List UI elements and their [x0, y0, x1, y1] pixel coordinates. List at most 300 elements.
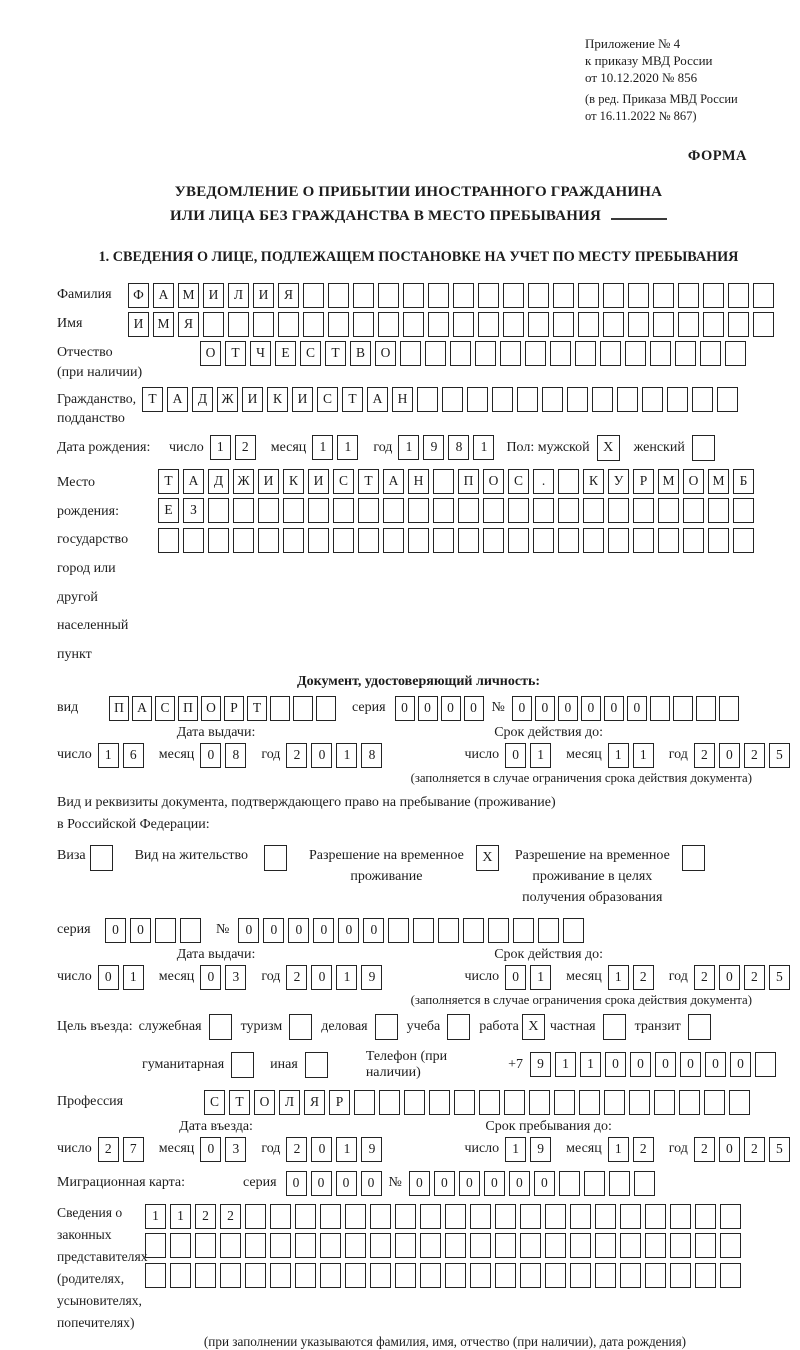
- char-cell[interactable]: [600, 341, 621, 366]
- char-cell[interactable]: [729, 1090, 750, 1115]
- char-cell[interactable]: [520, 1204, 541, 1229]
- char-cell[interactable]: [695, 1204, 716, 1229]
- char-cell[interactable]: [528, 283, 549, 308]
- char-cell[interactable]: 5: [769, 965, 790, 990]
- char-cell[interactable]: [629, 1090, 650, 1115]
- char-cell[interactable]: 0: [604, 696, 624, 721]
- char-cell[interactable]: [454, 1090, 475, 1115]
- char-cell[interactable]: [408, 498, 429, 523]
- char-cell[interactable]: 9: [530, 1137, 551, 1162]
- char-cell[interactable]: [320, 1263, 341, 1288]
- char-cell[interactable]: 0: [719, 1137, 740, 1162]
- char-cell[interactable]: [245, 1233, 266, 1258]
- char-cell[interactable]: М: [658, 469, 679, 494]
- char-cell[interactable]: О: [483, 469, 504, 494]
- char-cell[interactable]: [579, 1090, 600, 1115]
- char-cell[interactable]: 0: [655, 1052, 676, 1077]
- char-cell[interactable]: [145, 1233, 166, 1258]
- char-cell[interactable]: [673, 696, 693, 721]
- char-cell[interactable]: [208, 498, 229, 523]
- char-cell[interactable]: Т: [158, 469, 179, 494]
- char-cell[interactable]: [608, 528, 629, 553]
- char-cell[interactable]: [675, 341, 696, 366]
- char-cell[interactable]: [508, 528, 529, 553]
- char-cell[interactable]: [625, 341, 646, 366]
- char-cell[interactable]: 0: [336, 1171, 357, 1196]
- char-cell[interactable]: 3: [225, 965, 246, 990]
- char-cell[interactable]: Т: [225, 341, 246, 366]
- char-cell[interactable]: [420, 1204, 441, 1229]
- char-cell[interactable]: И: [258, 469, 279, 494]
- char-cell[interactable]: [145, 1263, 166, 1288]
- char-cell[interactable]: [495, 1233, 516, 1258]
- char-cell[interactable]: [583, 498, 604, 523]
- char-cell[interactable]: [719, 696, 739, 721]
- char-cell[interactable]: [545, 1233, 566, 1258]
- char-cell[interactable]: 0: [311, 1137, 332, 1162]
- char-cell[interactable]: [320, 1233, 341, 1258]
- char-cell[interactable]: И: [128, 312, 149, 337]
- char-cell[interactable]: 0: [418, 696, 438, 721]
- char-cell[interactable]: [617, 387, 638, 412]
- purpose-private-checkbox[interactable]: [603, 1014, 626, 1040]
- char-cell[interactable]: [728, 283, 749, 308]
- char-cell[interactable]: 0: [680, 1052, 701, 1077]
- char-cell[interactable]: Л: [279, 1090, 300, 1115]
- char-cell[interactable]: [428, 312, 449, 337]
- char-cell[interactable]: 0: [311, 743, 332, 768]
- char-cell[interactable]: [642, 387, 663, 412]
- char-cell[interactable]: [233, 498, 254, 523]
- char-cell[interactable]: С: [317, 387, 338, 412]
- char-cell[interactable]: 0: [512, 696, 532, 721]
- char-cell[interactable]: [353, 312, 374, 337]
- char-cell[interactable]: [483, 498, 504, 523]
- char-cell[interactable]: С: [508, 469, 529, 494]
- char-cell[interactable]: 9: [361, 1137, 382, 1162]
- char-cell[interactable]: Т: [325, 341, 346, 366]
- char-cell[interactable]: .: [533, 469, 554, 494]
- char-cell[interactable]: [620, 1263, 641, 1288]
- char-cell[interactable]: 1: [505, 1137, 526, 1162]
- char-cell[interactable]: [408, 528, 429, 553]
- char-cell[interactable]: [245, 1263, 266, 1288]
- char-cell[interactable]: 0: [509, 1171, 530, 1196]
- char-cell[interactable]: [495, 1263, 516, 1288]
- char-cell[interactable]: 0: [630, 1052, 651, 1077]
- char-cell[interactable]: [458, 498, 479, 523]
- char-cell[interactable]: Я: [178, 312, 199, 337]
- char-cell[interactable]: [170, 1233, 191, 1258]
- char-cell[interactable]: [595, 1233, 616, 1258]
- char-cell[interactable]: 0: [200, 1137, 221, 1162]
- char-cell[interactable]: [542, 387, 563, 412]
- char-cell[interactable]: [608, 498, 629, 523]
- char-cell[interactable]: [158, 528, 179, 553]
- char-cell[interactable]: [570, 1263, 591, 1288]
- char-cell[interactable]: 0: [459, 1171, 480, 1196]
- char-cell[interactable]: Б: [733, 469, 754, 494]
- char-cell[interactable]: [525, 341, 546, 366]
- char-cell[interactable]: [570, 1204, 591, 1229]
- char-cell[interactable]: [378, 312, 399, 337]
- char-cell[interactable]: [720, 1233, 741, 1258]
- char-cell[interactable]: Ф: [128, 283, 149, 308]
- char-cell[interactable]: И: [292, 387, 313, 412]
- char-cell[interactable]: 1: [608, 743, 629, 768]
- char-cell[interactable]: [395, 1204, 416, 1229]
- char-cell[interactable]: [683, 498, 704, 523]
- char-cell[interactable]: [558, 469, 579, 494]
- char-cell[interactable]: [733, 528, 754, 553]
- char-cell[interactable]: [533, 528, 554, 553]
- char-cell[interactable]: [755, 1052, 776, 1077]
- char-cell[interactable]: Я: [304, 1090, 325, 1115]
- char-cell[interactable]: Д: [208, 469, 229, 494]
- char-cell[interactable]: [433, 498, 454, 523]
- char-cell[interactable]: Т: [229, 1090, 250, 1115]
- sex-male-checkbox[interactable]: X: [597, 435, 620, 461]
- char-cell[interactable]: [370, 1204, 391, 1229]
- char-cell[interactable]: 1: [530, 965, 551, 990]
- char-cell[interactable]: [658, 528, 679, 553]
- char-cell[interactable]: А: [167, 387, 188, 412]
- char-cell[interactable]: [733, 498, 754, 523]
- char-cell[interactable]: 0: [286, 1171, 307, 1196]
- char-cell[interactable]: [445, 1233, 466, 1258]
- char-cell[interactable]: [283, 498, 304, 523]
- char-cell[interactable]: [295, 1263, 316, 1288]
- char-cell[interactable]: 2: [633, 965, 654, 990]
- title-blank-line[interactable]: [611, 207, 667, 220]
- char-cell[interactable]: А: [383, 469, 404, 494]
- char-cell[interactable]: М: [178, 283, 199, 308]
- char-cell[interactable]: [195, 1233, 216, 1258]
- char-cell[interactable]: [345, 1263, 366, 1288]
- char-cell[interactable]: [559, 1171, 580, 1196]
- char-cell[interactable]: 2: [744, 743, 765, 768]
- char-cell[interactable]: [470, 1233, 491, 1258]
- char-cell[interactable]: [634, 1171, 655, 1196]
- char-cell[interactable]: [538, 918, 559, 943]
- char-cell[interactable]: [645, 1263, 666, 1288]
- char-cell[interactable]: [425, 341, 446, 366]
- visa-checkbox[interactable]: [90, 845, 113, 871]
- char-cell[interactable]: [345, 1233, 366, 1258]
- char-cell[interactable]: 2: [744, 1137, 765, 1162]
- purpose-work-checkbox[interactable]: X: [522, 1014, 545, 1040]
- char-cell[interactable]: 2: [286, 743, 307, 768]
- char-cell[interactable]: [155, 918, 176, 943]
- char-cell[interactable]: 0: [505, 743, 526, 768]
- char-cell[interactable]: [195, 1263, 216, 1288]
- char-cell[interactable]: [253, 312, 274, 337]
- char-cell[interactable]: 0: [719, 743, 740, 768]
- char-cell[interactable]: [295, 1204, 316, 1229]
- char-cell[interactable]: Ч: [250, 341, 271, 366]
- char-cell[interactable]: [728, 312, 749, 337]
- char-cell[interactable]: И: [308, 469, 329, 494]
- char-cell[interactable]: [379, 1090, 400, 1115]
- char-cell[interactable]: [670, 1233, 691, 1258]
- char-cell[interactable]: 2: [694, 743, 715, 768]
- char-cell[interactable]: [383, 528, 404, 553]
- char-cell[interactable]: [578, 283, 599, 308]
- char-cell[interactable]: [620, 1204, 641, 1229]
- char-cell[interactable]: [308, 498, 329, 523]
- char-cell[interactable]: О: [201, 696, 221, 721]
- char-cell[interactable]: [458, 528, 479, 553]
- char-cell[interactable]: 0: [441, 696, 461, 721]
- char-cell[interactable]: [520, 1263, 541, 1288]
- char-cell[interactable]: [445, 1263, 466, 1288]
- char-cell[interactable]: [395, 1263, 416, 1288]
- char-cell[interactable]: С: [204, 1090, 225, 1115]
- char-cell[interactable]: 7: [123, 1137, 144, 1162]
- char-cell[interactable]: [353, 283, 374, 308]
- char-cell[interactable]: Ж: [217, 387, 238, 412]
- char-cell[interactable]: Т: [247, 696, 267, 721]
- char-cell[interactable]: [233, 528, 254, 553]
- char-cell[interactable]: [670, 1204, 691, 1229]
- char-cell[interactable]: [445, 1204, 466, 1229]
- char-cell[interactable]: Е: [158, 498, 179, 523]
- char-cell[interactable]: 9: [423, 435, 444, 460]
- char-cell[interactable]: [513, 918, 534, 943]
- char-cell[interactable]: [333, 528, 354, 553]
- char-cell[interactable]: [558, 528, 579, 553]
- char-cell[interactable]: [203, 312, 224, 337]
- char-cell[interactable]: 0: [395, 696, 415, 721]
- char-cell[interactable]: 0: [505, 965, 526, 990]
- char-cell[interactable]: 2: [220, 1204, 241, 1229]
- char-cell[interactable]: О: [254, 1090, 275, 1115]
- char-cell[interactable]: 0: [535, 696, 555, 721]
- char-cell[interactable]: [670, 1263, 691, 1288]
- char-cell[interactable]: [503, 312, 524, 337]
- char-cell[interactable]: 0: [288, 918, 309, 943]
- char-cell[interactable]: [592, 387, 613, 412]
- char-cell[interactable]: 0: [705, 1052, 726, 1077]
- char-cell[interactable]: [270, 696, 290, 721]
- char-cell[interactable]: [316, 696, 336, 721]
- char-cell[interactable]: [753, 312, 774, 337]
- char-cell[interactable]: [495, 1204, 516, 1229]
- char-cell[interactable]: 1: [580, 1052, 601, 1077]
- char-cell[interactable]: [520, 1233, 541, 1258]
- char-cell[interactable]: Д: [192, 387, 213, 412]
- char-cell[interactable]: [653, 312, 674, 337]
- char-cell[interactable]: [395, 1233, 416, 1258]
- char-cell[interactable]: [717, 387, 738, 412]
- char-cell[interactable]: 2: [195, 1204, 216, 1229]
- char-cell[interactable]: [692, 387, 713, 412]
- char-cell[interactable]: [378, 283, 399, 308]
- char-cell[interactable]: [503, 283, 524, 308]
- char-cell[interactable]: [220, 1263, 241, 1288]
- char-cell[interactable]: 3: [225, 1137, 246, 1162]
- char-cell[interactable]: [258, 528, 279, 553]
- char-cell[interactable]: 1: [555, 1052, 576, 1077]
- char-cell[interactable]: 9: [530, 1052, 551, 1077]
- char-cell[interactable]: 0: [605, 1052, 626, 1077]
- char-cell[interactable]: [633, 528, 654, 553]
- char-cell[interactable]: [595, 1204, 616, 1229]
- char-cell[interactable]: [567, 387, 588, 412]
- char-cell[interactable]: У: [608, 469, 629, 494]
- char-cell[interactable]: [479, 1090, 500, 1115]
- char-cell[interactable]: С: [300, 341, 321, 366]
- char-cell[interactable]: [453, 283, 474, 308]
- char-cell[interactable]: Н: [392, 387, 413, 412]
- char-cell[interactable]: [504, 1090, 525, 1115]
- char-cell[interactable]: [683, 528, 704, 553]
- char-cell[interactable]: [308, 528, 329, 553]
- char-cell[interactable]: [478, 312, 499, 337]
- char-cell[interactable]: [492, 387, 513, 412]
- char-cell[interactable]: 5: [769, 743, 790, 768]
- char-cell[interactable]: [470, 1204, 491, 1229]
- sex-female-checkbox[interactable]: [692, 435, 715, 461]
- char-cell[interactable]: К: [283, 469, 304, 494]
- char-cell[interactable]: [633, 498, 654, 523]
- char-cell[interactable]: А: [153, 283, 174, 308]
- char-cell[interactable]: [753, 283, 774, 308]
- char-cell[interactable]: [403, 312, 424, 337]
- char-cell[interactable]: [695, 1233, 716, 1258]
- char-cell[interactable]: 2: [286, 1137, 307, 1162]
- char-cell[interactable]: [700, 341, 721, 366]
- char-cell[interactable]: [578, 312, 599, 337]
- char-cell[interactable]: [645, 1233, 666, 1258]
- char-cell[interactable]: О: [200, 341, 221, 366]
- char-cell[interactable]: С: [155, 696, 175, 721]
- char-cell[interactable]: И: [203, 283, 224, 308]
- char-cell[interactable]: [345, 1204, 366, 1229]
- char-cell[interactable]: П: [178, 696, 198, 721]
- char-cell[interactable]: И: [242, 387, 263, 412]
- char-cell[interactable]: [695, 1263, 716, 1288]
- char-cell[interactable]: [328, 283, 349, 308]
- char-cell[interactable]: [293, 696, 313, 721]
- char-cell[interactable]: 0: [263, 918, 284, 943]
- char-cell[interactable]: [333, 498, 354, 523]
- char-cell[interactable]: 1: [336, 743, 357, 768]
- char-cell[interactable]: 0: [409, 1171, 430, 1196]
- char-cell[interactable]: [442, 387, 463, 412]
- char-cell[interactable]: 2: [694, 1137, 715, 1162]
- char-cell[interactable]: [595, 1263, 616, 1288]
- char-cell[interactable]: А: [132, 696, 152, 721]
- char-cell[interactable]: [563, 918, 584, 943]
- char-cell[interactable]: В: [350, 341, 371, 366]
- char-cell[interactable]: [650, 696, 670, 721]
- char-cell[interactable]: 0: [363, 918, 384, 943]
- char-cell[interactable]: К: [267, 387, 288, 412]
- char-cell[interactable]: [320, 1204, 341, 1229]
- residence-permit-checkbox[interactable]: [264, 845, 287, 871]
- char-cell[interactable]: 8: [361, 743, 382, 768]
- char-cell[interactable]: 0: [627, 696, 647, 721]
- char-cell[interactable]: [604, 1090, 625, 1115]
- temp-permit-edu-checkbox[interactable]: [682, 845, 705, 871]
- char-cell[interactable]: [488, 918, 509, 943]
- char-cell[interactable]: [654, 1090, 675, 1115]
- char-cell[interactable]: [228, 312, 249, 337]
- char-cell[interactable]: 1: [633, 743, 654, 768]
- char-cell[interactable]: 1: [608, 1137, 629, 1162]
- char-cell[interactable]: 0: [434, 1171, 455, 1196]
- char-cell[interactable]: [295, 1233, 316, 1258]
- char-cell[interactable]: 0: [238, 918, 259, 943]
- char-cell[interactable]: [433, 528, 454, 553]
- char-cell[interactable]: П: [109, 696, 129, 721]
- char-cell[interactable]: 9: [361, 965, 382, 990]
- char-cell[interactable]: 1: [210, 435, 231, 460]
- char-cell[interactable]: О: [683, 469, 704, 494]
- char-cell[interactable]: 1: [336, 1137, 357, 1162]
- char-cell[interactable]: [558, 498, 579, 523]
- char-cell[interactable]: М: [153, 312, 174, 337]
- char-cell[interactable]: 6: [123, 743, 144, 768]
- char-cell[interactable]: [533, 498, 554, 523]
- char-cell[interactable]: [500, 341, 521, 366]
- char-cell[interactable]: 5: [769, 1137, 790, 1162]
- char-cell[interactable]: 0: [313, 918, 334, 943]
- char-cell[interactable]: 0: [464, 696, 484, 721]
- char-cell[interactable]: 8: [225, 743, 246, 768]
- char-cell[interactable]: 1: [398, 435, 419, 460]
- purpose-business-checkbox[interactable]: [375, 1014, 398, 1040]
- char-cell[interactable]: [703, 283, 724, 308]
- char-cell[interactable]: 1: [336, 965, 357, 990]
- char-cell[interactable]: [554, 1090, 575, 1115]
- char-cell[interactable]: [628, 283, 649, 308]
- char-cell[interactable]: 2: [744, 965, 765, 990]
- char-cell[interactable]: [467, 387, 488, 412]
- char-cell[interactable]: [475, 341, 496, 366]
- purpose-other-checkbox[interactable]: [305, 1052, 328, 1078]
- char-cell[interactable]: Т: [342, 387, 363, 412]
- char-cell[interactable]: 1: [170, 1204, 191, 1229]
- char-cell[interactable]: [370, 1233, 391, 1258]
- char-cell[interactable]: И: [253, 283, 274, 308]
- purpose-humanitarian-checkbox[interactable]: [231, 1052, 254, 1078]
- char-cell[interactable]: [653, 283, 674, 308]
- char-cell[interactable]: [553, 283, 574, 308]
- char-cell[interactable]: [420, 1233, 441, 1258]
- char-cell[interactable]: Р: [329, 1090, 350, 1115]
- char-cell[interactable]: [620, 1233, 641, 1258]
- char-cell[interactable]: Н: [408, 469, 429, 494]
- char-cell[interactable]: 0: [311, 965, 332, 990]
- char-cell[interactable]: Р: [224, 696, 244, 721]
- char-cell[interactable]: 1: [312, 435, 333, 460]
- char-cell[interactable]: 1: [337, 435, 358, 460]
- char-cell[interactable]: [208, 528, 229, 553]
- char-cell[interactable]: [383, 498, 404, 523]
- char-cell[interactable]: [720, 1204, 741, 1229]
- char-cell[interactable]: М: [708, 469, 729, 494]
- char-cell[interactable]: [545, 1204, 566, 1229]
- char-cell[interactable]: 1: [608, 965, 629, 990]
- char-cell[interactable]: [428, 283, 449, 308]
- char-cell[interactable]: 2: [633, 1137, 654, 1162]
- char-cell[interactable]: [433, 469, 454, 494]
- char-cell[interactable]: 0: [730, 1052, 751, 1077]
- char-cell[interactable]: О: [375, 341, 396, 366]
- char-cell[interactable]: Л: [228, 283, 249, 308]
